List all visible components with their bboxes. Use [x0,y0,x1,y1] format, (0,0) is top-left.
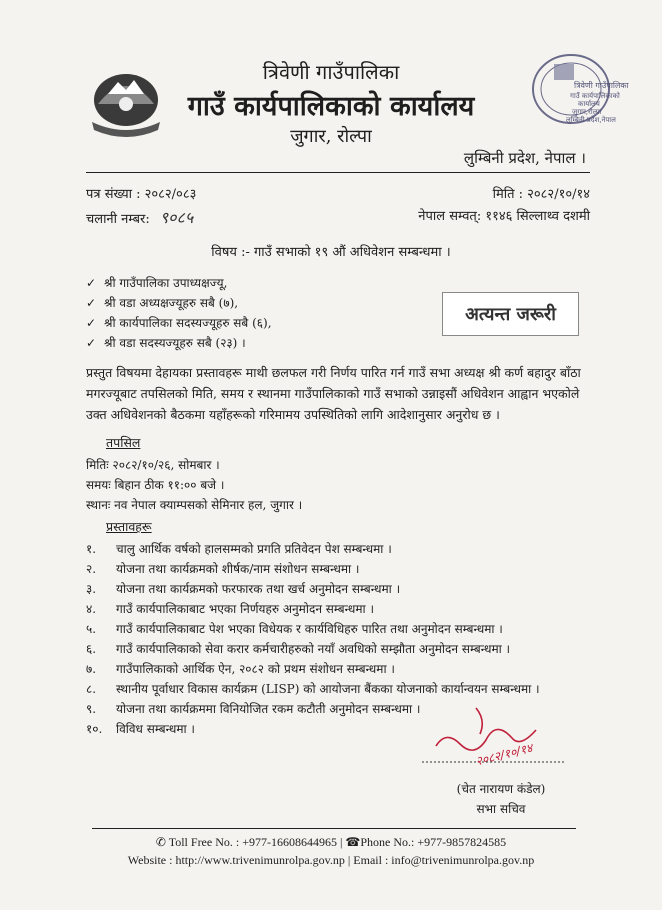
list-item [86,658,606,678]
list-item [86,538,606,558]
addressee-1 [86,274,227,291]
footer-contact: ✆ Toll Free No. : +977-16608644965 | ☎Phone No.: +977-9857824585 [155,835,507,849]
seal-line-2: गाउँ कार्यपालिकाको [570,92,620,100]
schedule-time: समयः बिहान ठीक ११:०० बजे । [86,478,225,492]
seal-line-1: त्रिवेणी गाउँपालिका [574,81,629,90]
province: लुम्बिनी प्रदेश, नेपाल । [463,149,586,167]
item-text: गाउँ कार्यपालिकाको सेवा करार कर्मचारीहरुको नयाँ अवधिको सम्झौता अनुमोदन सम्बन्धमा । [116,641,511,656]
item-text: गाउँ कार्यपालिकाबाट भएका निर्णयहरु अनुमोदन सम्बन्धमा । [116,601,375,616]
dispatch-label: चलानी नम्बर: [86,212,150,227]
addressee-text: श्री वडा सदस्यज्यूहरु सबै (२३) । [104,336,246,350]
signature-date: २०८२/१०/१४ [474,740,534,769]
item-text: योजना तथा कार्यक्रममा विनियोजित रकम कटौती अनुमोदन सम्बन्धमा । [116,701,421,716]
item-number: २. [86,561,97,576]
schedule-date: मितिः २०८२/१०/२६, सोमबार । [86,458,220,472]
item-number: ४. [86,601,97,616]
item-number: ८. [86,681,97,696]
list-item [86,578,606,598]
item-text: विविध सम्बन्धमा । [116,721,195,736]
item-number: १. [86,541,97,556]
seal-line-3: कार्यालय [578,100,600,108]
check-icon: ✓ [86,276,97,290]
item-number: ९. [86,701,97,716]
list-item [86,618,606,638]
dispatch-value: ९०८५ [159,208,194,227]
footer-website: Website : http://www.trivenimunrolpa.gov.np | Email : info@trivenimunrolpa.gov.np [127,853,535,867]
proposals-heading: प्रस्तावहरू [106,519,152,534]
check-icon: ✓ [86,296,97,310]
addressee-2 [86,294,238,311]
item-text: योजना तथा कार्यक्रमको फरफारक तथा खर्च अनुमोदन सम्बन्धमा । [116,581,401,596]
office-location: जुगार, रोल्पा [290,126,372,147]
list-item [86,678,606,698]
item-text: गाउँपालिकाको आर्थिक ऐन, २०८२ को प्रथम संशोधन सम्बन्धमा । [116,661,395,676]
list-item [86,598,606,618]
list-item [86,638,606,658]
list-item [86,558,606,578]
schedule-heading: तपसिल [106,435,141,450]
seal-line-5: लुम्बिनी प्रदेश,नेपाल [566,116,616,124]
handwritten-signature [416,700,576,778]
item-number: १०. [86,721,103,736]
nepal-samvat-date: नेपाल सम्वत्: ११४६ सिल्लाथ्व दशमी [418,209,590,224]
schedule-venue: स्थानः नव नेपाल क्याम्पसको सेमिनार हल, जुगार । [86,498,303,512]
addressee-3 [86,314,272,331]
subject-line: विषय :- गाउँ सभाको १९ औं अधिवेशन सम्बन्धमा । [211,245,451,260]
seal-line-4: जुगार,रोल्पा [572,108,602,116]
item-text: गाउँ कार्यपालिकाबाट पेश भएका विधेयक र कार्यविधिहरु पारित तथा अनुमोदन सम्बन्धमा । [116,621,503,636]
dispatch-number [86,206,193,228]
footer-divider [92,828,576,829]
addressee-text: श्री गाउँपालिका उपाध्यक्षज्यू, [104,276,228,290]
signatory-name: (चेत नारायण कंडेल) [456,782,546,796]
addressee-4 [86,334,246,351]
item-text: चालु आर्थिक वर्षको हालसम्मको प्रगति प्रतिवेदन पेश सम्बन्धमा । [116,541,392,556]
addressee-text: श्री कार्यपालिका सदस्यज्यूहरु सबै (६), [104,316,272,330]
item-number: ७. [86,661,97,676]
municipality-name: त्रिवेणी गाउँपालिका [262,60,400,84]
letter-number: पत्र संख्या : २०८२/०८३ [86,187,197,202]
header-divider [86,172,590,173]
addressee-text: श्री वडा अध्यक्षज्यूहरु सबै (७), [104,296,239,310]
urgent-stamp: अत्यन्त जरूरी [442,292,579,336]
item-number: ५. [86,621,97,636]
item-number: ३. [86,581,97,596]
body-paragraph: प्रस्तुत विषयमा देहायका प्रस्तावहरू माथी छलफल गरी निर्णय पारित गर्न गाउँ सभा अध्यक्ष श्री कर्ण बहादुर बाँठा मगरज्यूबाट तपसिलको मिति, समय र स्थानमा गाउँपालिकाको गाउँ सभाको उन्नाइसौं अधिवेशन आह्वान भएकोले उक्त अधिवेशनको बैठकमा यहाँहरूको गरिमामय उपस्थितिको लागि आदेशानुसार अनुरोध छ । [86,365,581,422]
item-text: स्थानीय पूर्वाधार विकास कार्यक्रम (LISP) को आयोजना बैंकका योजनाको कार्यान्वयन सम्बन्धमा । [116,681,540,696]
signatory-title: सभा सचिव [476,802,526,816]
item-number: ६. [86,641,97,656]
item-text: योजना तथा कार्यक्रमको शीर्षक/नाम संशोधन सम्बन्धमा । [116,561,360,576]
check-icon: ✓ [86,316,97,330]
check-icon: ✓ [86,336,97,350]
letter-date: मिति : २०८२/१०/१४ [492,187,590,202]
office-name: गाउँ कार्यपालिकाको कार्यालय [187,91,475,122]
